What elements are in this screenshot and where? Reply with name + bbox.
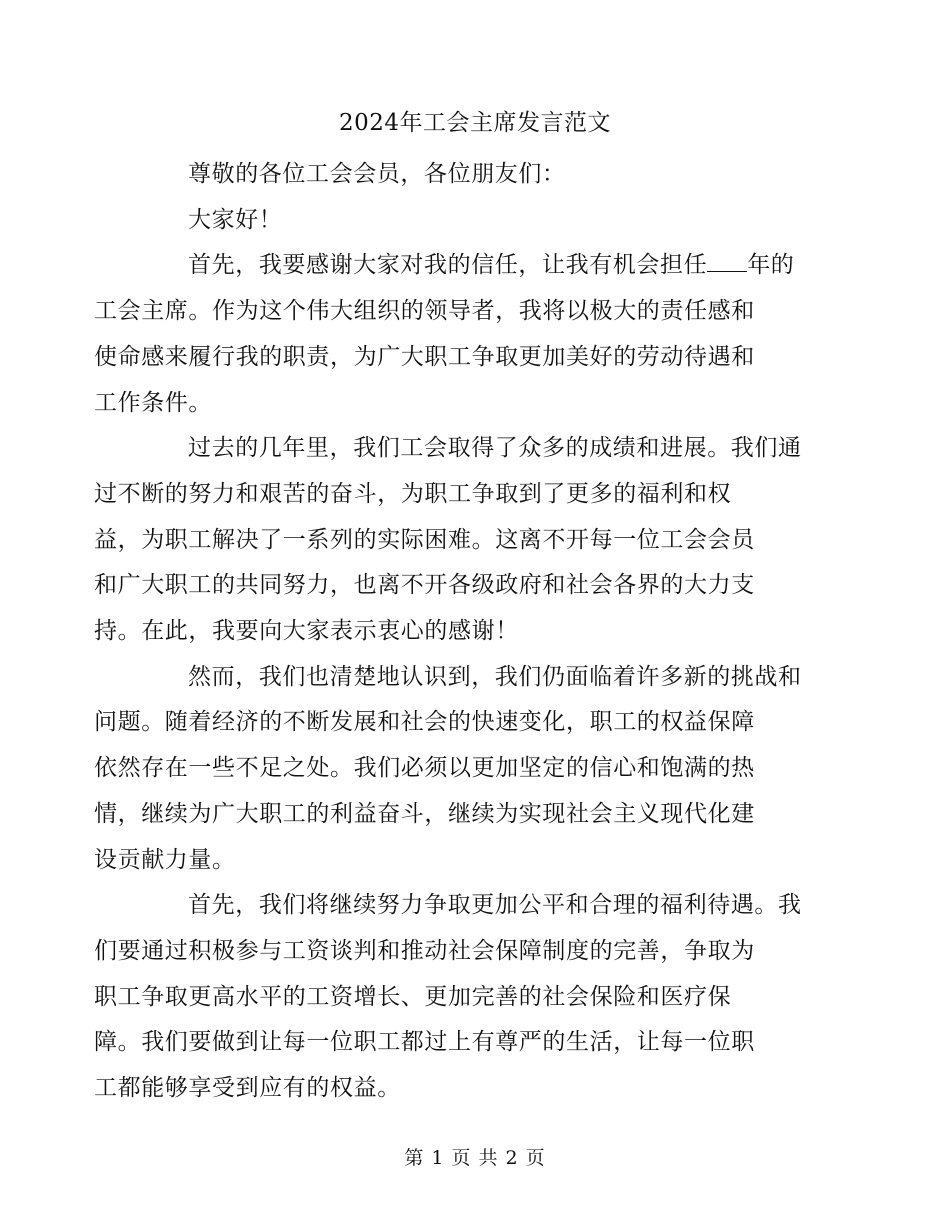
paragraph-line: [141, 243, 801, 289]
paragraph-line: 然而，我们也清楚地认识到，我们仍面临着许多新的挑战和: [188, 663, 802, 690]
paragraph-line: 依然存在一些不足之处。我们必须以更加坚定的信心和饱满的热: [94, 755, 755, 782]
line-text: 年的: [747, 252, 795, 279]
paragraph-line: 和广大职工的共同努力，也离不开各级政府和社会各界的大力支: [94, 572, 755, 599]
greeting-paragraph: [141, 198, 801, 244]
document-title: 2024年工会主席发言范文: [338, 110, 612, 136]
fill-in-blank: [707, 251, 747, 272]
paragraph-line: 过不断的努力和艰苦的奋斗，为职工争取到了更多的福利和权: [94, 480, 732, 507]
paragraph-line: 持。在此，我要向大家表示衷心的感谢！: [94, 618, 519, 645]
paragraph-line: 障。我们要做到让每一位职工都过上有尊严的生活，让每一位职: [94, 1029, 755, 1056]
page-number-footer: 第 1 页 共 2 页: [404, 1147, 546, 1169]
body-paragraph: [94, 655, 802, 884]
paragraph-line: 首先，我们将继续努力争取更加公平和合理的福利待遇。我: [188, 892, 802, 919]
paragraph-line: 尊敬的各位工会会员，各位朋友们：: [188, 161, 566, 187]
salutation-paragraph: [141, 152, 801, 198]
document-body: [94, 152, 802, 1112]
paragraph-line: 过去的几年里，我们工会取得了众多的成绩和进展。我们通: [188, 435, 802, 462]
line-text: 首先，我要感谢大家对我的信任，让我有机会担任: [188, 252, 708, 279]
paragraph-line: 们要通过积极参与工资谈判和推动社会保障制度的完善，争取为: [94, 937, 755, 964]
paragraph-line: 大家好！: [188, 206, 283, 233]
paragraph-line: 职工争取更高水平的工资增长、更加完善的社会保险和医疗保: [94, 983, 732, 1010]
paragraph-line: 益，为职工解决了一系列的实际困难。这离不开每一位工会会员: [94, 526, 755, 553]
paragraph-line: 情，继续为广大职工的利益奋斗，继续为实现社会主义现代化建: [94, 800, 755, 827]
body-paragraph: [94, 243, 801, 426]
paragraph-line: 工会主席。作为这个伟大组织的领导者，我将以极大的责任感和: [94, 298, 755, 325]
paragraph-line: 使命感来履行我的职责，为广大职工争取更加美好的劳动待遇和: [94, 343, 755, 370]
body-paragraph: [94, 883, 802, 1112]
paragraph-line: 工都能够享受到应有的权益。: [94, 1075, 401, 1102]
paragraph-line: 工作条件。: [94, 389, 212, 416]
paragraph-line: 问题。随着经济的不断发展和社会的快速变化，职工的权益保障: [94, 709, 755, 736]
paragraph-line: 设贡献力量。: [94, 846, 236, 873]
body-paragraph: [94, 426, 802, 655]
